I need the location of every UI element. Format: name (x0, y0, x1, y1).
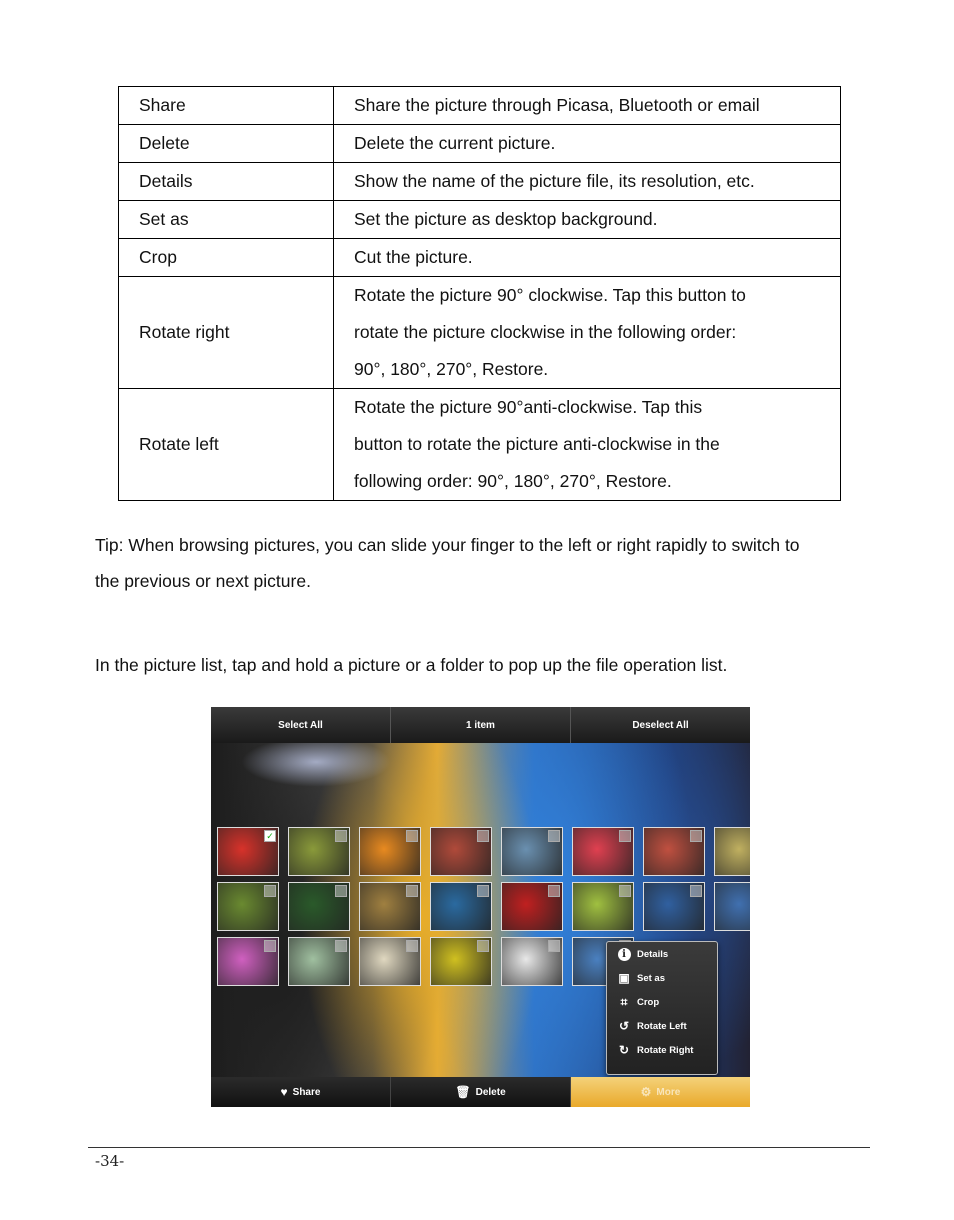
description-line: Rotate the picture 90° clockwise. Tap this button to (354, 285, 746, 305)
intro-paragraph: In the picture list, tap and hold a picture or a folder to pop up the file operation list. (95, 655, 728, 675)
select-checkbox[interactable] (335, 830, 347, 842)
description-line: Cut the picture. (354, 247, 473, 267)
more-button[interactable] (571, 1077, 750, 1107)
picture-thumbnail[interactable] (714, 827, 750, 876)
tip-line-1: Tip: When browsing pictures, you can slide your finger to the left or right rapidly to switch to (95, 535, 800, 555)
selection-topbar (211, 707, 750, 743)
operation-description (334, 277, 841, 389)
select-checkbox[interactable] (477, 940, 489, 952)
picture-thumbnail[interactable] (359, 882, 421, 931)
footer-rule (88, 1147, 870, 1148)
description-line: Share the picture through Picasa, Bluetooth or email (354, 95, 760, 115)
table-row (119, 389, 841, 501)
select-checkbox[interactable] (264, 885, 276, 897)
menu-item-label: Details (637, 948, 669, 960)
share-icon: ♥ (280, 1085, 288, 1099)
operation-name: Details (119, 163, 334, 201)
operation-description (334, 163, 841, 201)
select-checkbox[interactable] (548, 830, 560, 842)
menu-item-rotate-left[interactable] (607, 1014, 717, 1038)
description-line: button to rotate the picture anti-clockwise in the (354, 434, 720, 454)
table-row (119, 239, 841, 277)
select-checkbox[interactable] (477, 885, 489, 897)
select-all-button[interactable]: Select All (211, 707, 391, 743)
table-row (119, 277, 841, 389)
highlight-glow (241, 737, 391, 787)
description-line: Delete the current picture. (354, 133, 556, 153)
picture-thumbnail[interactable] (430, 937, 492, 986)
menu-item-crop[interactable] (607, 990, 717, 1014)
menu-item-label: Rotate Left (637, 1020, 687, 1032)
description-line: following order: 90°, 180°, 270°, Restore. (354, 471, 672, 491)
operation-name: Delete (119, 125, 334, 163)
crop-icon: ⌗ (620, 994, 628, 1009)
picture-thumbnail[interactable] (288, 827, 350, 876)
select-checkbox[interactable] (548, 940, 560, 952)
rotate-left-icon: ↺ (618, 1019, 630, 1033)
operation-description (334, 239, 841, 277)
picture-thumbnail[interactable] (217, 882, 279, 931)
menu-item-label: Crop (637, 996, 660, 1008)
rotate-right-icon: ↻ (618, 1043, 630, 1057)
description-line: Set the picture as desktop background. (354, 209, 658, 229)
picture-thumbnail[interactable] (714, 882, 750, 931)
select-checkbox[interactable] (619, 830, 631, 842)
operation-description (334, 87, 841, 125)
file-operation-menu (606, 941, 718, 1075)
picture-thumbnail[interactable] (430, 882, 492, 931)
menu-item-details[interactable] (607, 942, 717, 966)
gallery-screenshot (211, 707, 750, 1107)
menu-item-rotate-right[interactable] (607, 1038, 717, 1062)
description-line: Show the name of the picture file, its resolution, etc. (354, 171, 755, 191)
menu-item-set-as[interactable] (607, 966, 717, 990)
picture-thumbnail[interactable] (288, 882, 350, 931)
set-as-icon: ▣ (618, 971, 630, 985)
delete-label: Delete (475, 1086, 506, 1098)
picture-thumbnail[interactable] (572, 827, 634, 876)
picture-thumbnail[interactable] (501, 882, 563, 931)
operation-description (334, 125, 841, 163)
select-checkbox[interactable] (406, 830, 418, 842)
table-row (119, 87, 841, 125)
table-row (119, 163, 841, 201)
deselect-all-button[interactable]: Deselect All (632, 719, 689, 731)
picture-thumbnail[interactable] (430, 827, 492, 876)
description-line: 90°, 180°, 270°, Restore. (354, 359, 549, 379)
select-checkbox[interactable] (548, 885, 560, 897)
select-checkbox[interactable] (406, 940, 418, 952)
select-checkbox[interactable]: ✓ (264, 830, 276, 842)
picture-thumbnail[interactable] (288, 937, 350, 986)
operation-name: Rotate left (119, 389, 334, 501)
more-icon: ⚙ (640, 1085, 652, 1099)
action-bottombar (211, 1077, 750, 1107)
select-checkbox[interactable] (690, 830, 702, 842)
select-checkbox[interactable] (619, 885, 631, 897)
operation-name: Rotate right (119, 277, 334, 389)
tip-paragraph (95, 527, 865, 599)
description-line: rotate the picture clockwise in the following order: (354, 322, 737, 342)
share-button[interactable] (211, 1077, 391, 1107)
operation-name: Set as (119, 201, 334, 239)
select-checkbox[interactable] (477, 830, 489, 842)
trash-icon: 🗑 (455, 1085, 471, 1099)
select-checkbox[interactable] (335, 885, 347, 897)
select-checkbox[interactable] (406, 885, 418, 897)
info-icon: i (617, 947, 631, 961)
menu-item-label: Rotate Right (637, 1044, 694, 1056)
operations-table (118, 86, 841, 501)
operation-description (334, 389, 841, 501)
picture-thumbnail[interactable] (217, 827, 279, 876)
delete-button[interactable] (391, 1077, 571, 1107)
picture-thumbnail[interactable] (643, 827, 705, 876)
select-checkbox[interactable] (690, 885, 702, 897)
picture-thumbnail[interactable] (501, 827, 563, 876)
tip-line-2: the previous or next picture. (95, 571, 311, 591)
table-row (119, 201, 841, 239)
picture-thumbnail[interactable] (643, 882, 705, 931)
picture-thumbnail[interactable] (359, 937, 421, 986)
operation-name: Share (119, 87, 334, 125)
description-line: Rotate the picture 90°anti-clockwise. Tap this (354, 397, 703, 417)
picture-thumbnail[interactable] (217, 937, 279, 986)
page-number: -34- (95, 1152, 125, 1170)
select-checkbox[interactable] (335, 940, 347, 952)
operation-name: Crop (119, 239, 334, 277)
picture-thumbnail[interactable] (501, 937, 563, 986)
more-label: More (656, 1086, 681, 1098)
select-checkbox[interactable] (264, 940, 276, 952)
picture-thumbnail[interactable] (572, 882, 634, 931)
share-label: Share (292, 1086, 321, 1098)
menu-item-label: Set as (637, 972, 665, 984)
picture-thumbnail[interactable] (359, 827, 421, 876)
table-row (119, 125, 841, 163)
selected-count: 1 item (391, 707, 571, 743)
operation-description (334, 201, 841, 239)
